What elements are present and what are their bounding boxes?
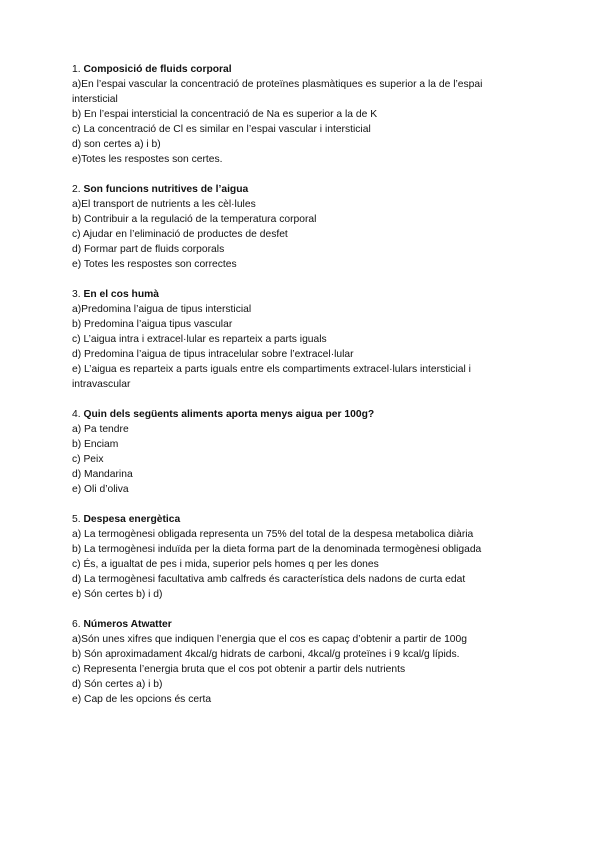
option-b: b) Predomina l’aigua tipus vascular <box>72 319 233 330</box>
question-text: Números Atwatter <box>83 619 172 630</box>
question-3 <box>72 287 522 392</box>
question-6 <box>72 617 522 707</box>
option-e: e) Cap de les opcions és certa <box>72 694 212 705</box>
option-b: b) Enciam <box>72 439 119 450</box>
question-4 <box>72 407 522 497</box>
option-d: d) son certes a) i b) <box>72 139 161 150</box>
question-number: 4. <box>72 409 81 420</box>
option-c: c) Peix <box>72 454 104 465</box>
option-b: b) Són aproximadament 4kcal/g hidrats de carboni, 4kcal/g proteïnes i 9 kcal/g lípids. <box>72 649 460 660</box>
option-a: a) Pa tendre <box>72 424 129 435</box>
option-c: c) Representa l’energia bruta que el cos pot obtenir a partir dels nutrients <box>72 664 406 675</box>
question-text: En el cos humà <box>83 289 160 300</box>
question-number: 2. <box>72 184 81 195</box>
option-e: e)Totes les respostes son certes. <box>72 154 223 165</box>
question-title <box>72 407 522 422</box>
option-d: d) Mandarina <box>72 469 133 480</box>
question-5 <box>72 512 522 602</box>
option-e: e) Són certes b) i d) <box>72 589 163 600</box>
question-number: 5. <box>72 514 81 525</box>
question-title <box>72 512 522 527</box>
option-b: b) La termogènesi induïda per la dieta forma part de la denominada termogènesi obligada <box>72 544 482 555</box>
option-d: d) La termogènesi facultativa amb calfreds és característica dels nadons de curta edat <box>72 574 466 585</box>
question-number: 6. <box>72 619 81 630</box>
option-e: e) L’aigua es reparteix a parts iguals entre els compartiments extracel·lulars intersticial i intravascular <box>72 364 471 390</box>
question-title <box>72 182 522 197</box>
option-a: a)Són unes xifres que indiquen l’energia que el cos es capaç d’obtenir a partir de 100g <box>72 634 467 645</box>
option-a: a) La termogènesi obligada representa un 75% del total de la despesa metabolica diària <box>72 529 474 540</box>
question-text: Quin dels següents aliments aporta menys aigua per 100g? <box>83 409 375 420</box>
question-1 <box>72 62 522 167</box>
option-c: c) És, a igualtat de pes i mida, superior pels homes q per les dones <box>72 559 379 570</box>
option-d: d) Formar part de fluids corporals <box>72 244 225 255</box>
option-c: c) Ajudar en l’eliminació de productes de desfet <box>72 229 288 240</box>
option-d: d) Predomina l’aigua de tipus intracelular sobre l’extracel·lular <box>72 349 354 360</box>
option-a: a)Predomina l’aigua de tipus intersticial <box>72 304 252 315</box>
document-page <box>72 62 522 722</box>
option-b: b) Contribuir a la regulació de la temperatura corporal <box>72 214 317 225</box>
option-d: d) Són certes a) i b) <box>72 679 163 690</box>
option-c: c) La concentració de Cl es similar en l’espai vascular i intersticial <box>72 124 371 135</box>
option-a: a)El transport de nutrients a les cèl·lules <box>72 199 256 210</box>
question-text: Despesa energètica <box>83 514 181 525</box>
question-title <box>72 617 522 632</box>
option-b: b) En l’espai intersticial la concentració de Na es superior a la de K <box>72 109 378 120</box>
question-text: Son funcions nutritives de l’aigua <box>83 184 249 195</box>
option-c: c) L’aigua intra i extracel·lular es reparteix a parts iguals <box>72 334 327 345</box>
question-number: 1. <box>72 64 81 75</box>
question-title <box>72 287 522 302</box>
option-a: a)En l’espai vascular la concentració de proteïnes plasmàtiques es superior a la de l’espai intersticial <box>72 79 483 105</box>
question-number: 3. <box>72 289 81 300</box>
option-e: e) Totes les respostes son correctes <box>72 259 237 270</box>
option-e: e) Oli d’oliva <box>72 484 129 495</box>
question-text: Composició de fluids corporal <box>83 64 232 75</box>
question-2 <box>72 182 522 272</box>
question-title <box>72 62 522 77</box>
